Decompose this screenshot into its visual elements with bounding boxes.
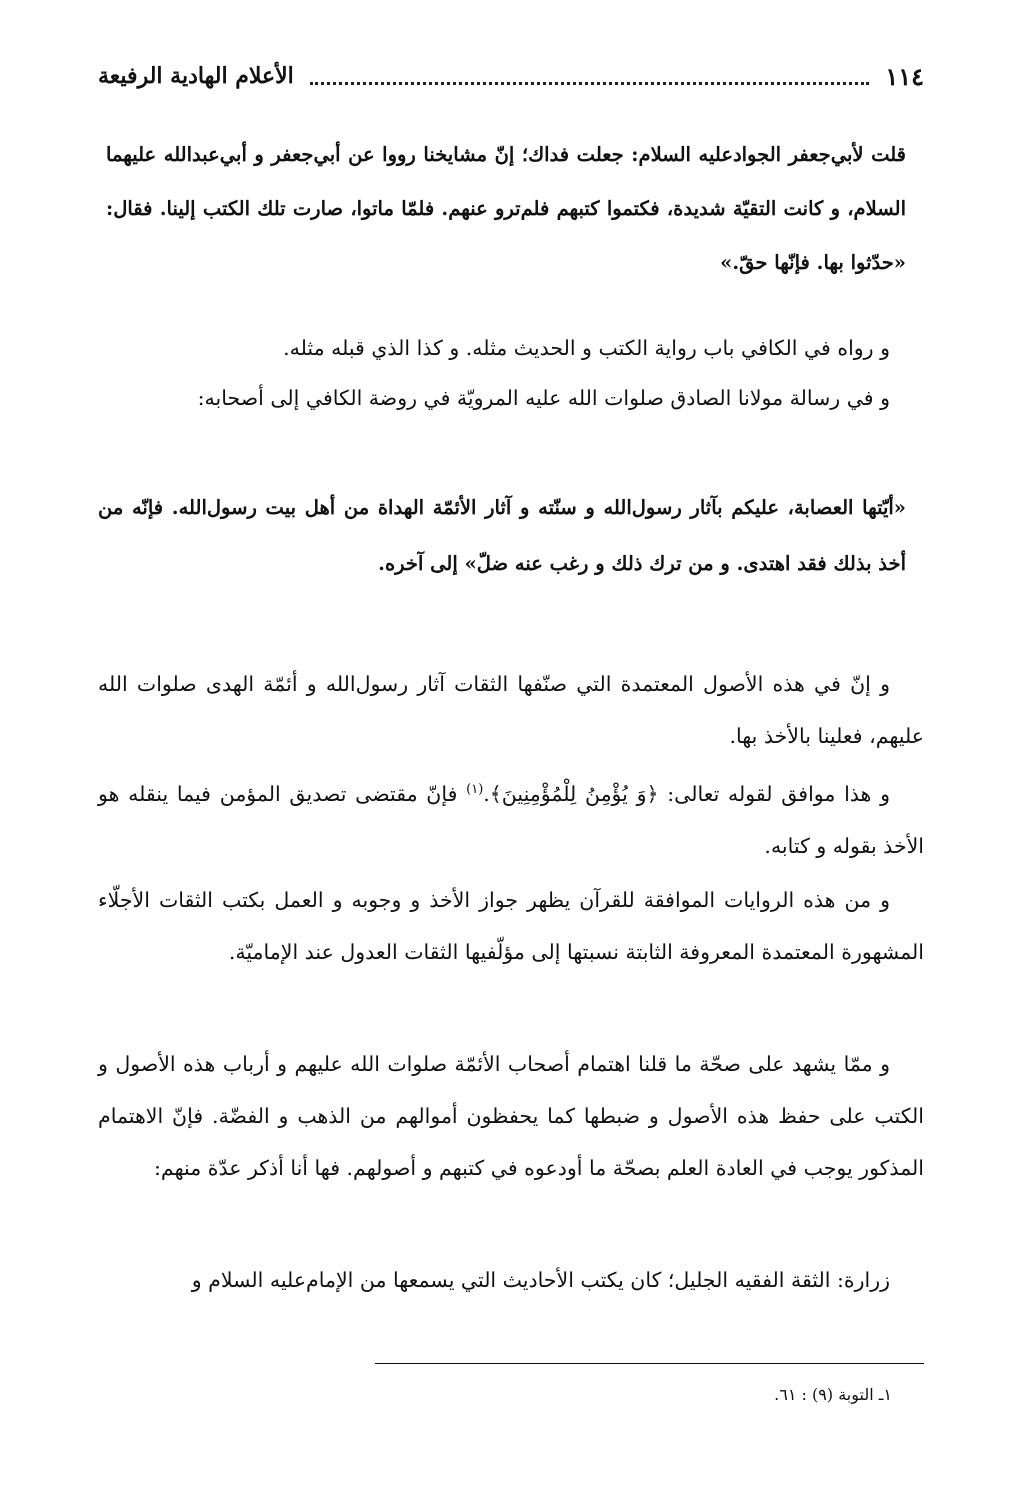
page-number: ١١٤ (885, 61, 924, 91)
paragraph-5: و من هذه الروايات الموافقة للقرآن يظهر جواز الأخذ و وجوبه و العمل بكتب الثقات الأجلّاء المشهورة المعتمدة المعروفة الثابتة نسبتها إلى مؤلّفيها الثقات العدول عند الإماميّة. (98, 888, 924, 964)
footnote-1: ١ـ التوبة (٩) : ٦١. (774, 1385, 892, 1404)
quote-block-1: قلت لأبي‌جعفر الجوادعليه السلام: جعلت فداك؛ إنّ مشايخنا رووا عن أبي‌جعفر و أبي‌عبدالله عليهما السلام، و كانت التقيّة شديدة، فكتموا كتبهم فلم‌ترو عنهم. فلمّا ماتوا، صارت تلك الكتب إلينا. فقال: «حدّثوا بها. فإنّها حقّ.» (106, 143, 906, 274)
running-title: الأعلام الهادية الرفيعة (98, 63, 294, 89)
page-header (98, 56, 924, 96)
paragraph-2: و في رسالة مولانا الصادق صلوات الله عليه المرويّة في روضة الكافي إلى أصحابه: (197, 386, 890, 410)
paragraph-3: و إنّ في هذه الأصول المعتمدة التي صنّفها الثقات آثار رسول‌الله و أئمّة الهدى صلوات الله عليهم، فعلينا بالأخذ بها. (98, 672, 924, 748)
paragraph-6: و ممّا يشهد على صحّة ما قلنا اهتمام أصحاب الأئمّة صلوات الله عليهم و أرباب هذه الأصول و الكتب على حفظ هذه الأصول و ضبطها كما يحفظون أموالهم من الذهب و الفضّة. فإنّ الاهتمام المذكور يوجب في العادة العلم بصحّة ما أودعوه في كتبهم و أصولهم. فها أنا أذكر عدّة منهم: (98, 1052, 924, 1180)
footnote-divider (375, 1363, 924, 1364)
paragraph-4: و هذا موافق لقوله تعالى: ﴿وَ يُؤْمِنُ لِلْمُؤْمِنِينَ﴾.$^{(١)}$ فإنّ مقتضى تصديق المؤمن فيما ينقله هو الأخذ بقوله و كتابه. (98, 781, 924, 858)
quote-block-2: «أيّتها العصابة، عليكم بآثار رسول‌الله و سنّته و آثار الأئمّة الهداة من أهل بيت رسول‌الله. فإنّه من أخذ بذلك فقد اهتدى. و من ترك ذلك و رغب عنه ضلّ» إلى آخره. (98, 496, 906, 575)
paragraph-1: و رواه في الكافي باب رواية الكتب و الحديث مثله. و كذا الذي قبله مثله. (283, 336, 890, 360)
paragraph-7: زرارة: الثقة الفقيه الجليل؛ كان يكتب الأحاديث التي يسمعها من الإمام‌عليه السلام و (191, 1268, 890, 1292)
footnote-ref: (١) (466, 782, 484, 797)
header-dotted-leader (310, 68, 870, 85)
